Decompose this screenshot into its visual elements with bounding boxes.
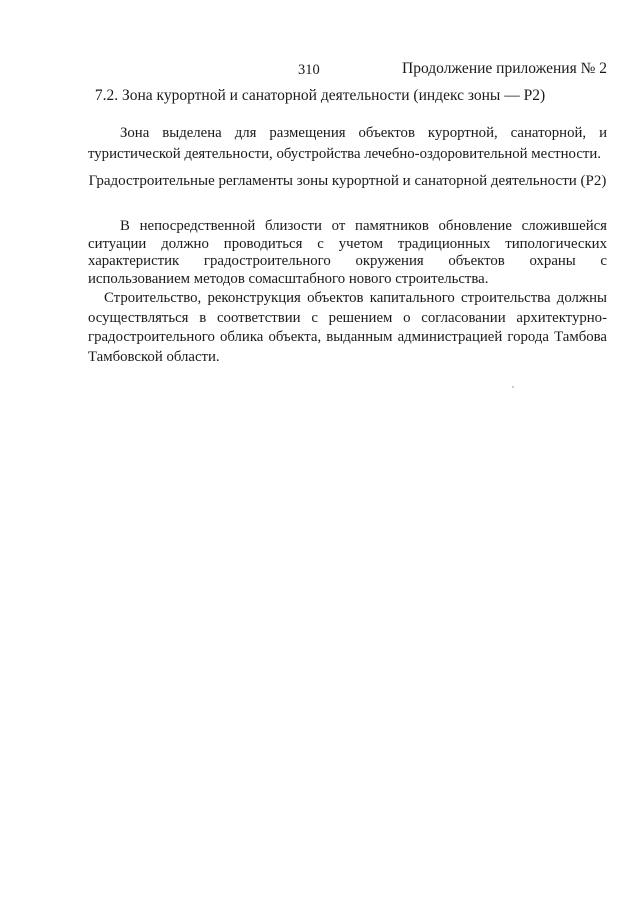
- appendix-continuation-note: Продолжение приложения № 2: [402, 60, 607, 77]
- scan-speck: [512, 386, 514, 388]
- regulations-title: Градостроительные регламенты зоны курортной и санаторной деятельности (Р2): [88, 173, 607, 189]
- zone-description-paragraph: Зона выделена для размещения объектов курортной, санаторной, и туристической деятельности, обустройства лечебно-оздоровительной местности.: [88, 125, 607, 162]
- page-number: 310: [298, 62, 320, 78]
- regulations-paragraph-1: В непосредственной близости от памятников обновление сложившейся ситуации должно проводиться с учетом традиционных типологических характеристик градостроительного окружения объектов охраны с использованием методов сомасштабного нового строительства.: [88, 218, 607, 287]
- regulations-paragraph-2: Строительство, реконструкция объектов капитального строительства должны осуществляться в соответствии с решением о согласовании архитектурно-градостроительного облика объекта, выданным администрацией города Тамбова Тамбовской области.: [88, 290, 607, 365]
- section-title: 7.2. Зона курортной и санаторной деятельности (индекс зоны — Р2): [94, 87, 546, 104]
